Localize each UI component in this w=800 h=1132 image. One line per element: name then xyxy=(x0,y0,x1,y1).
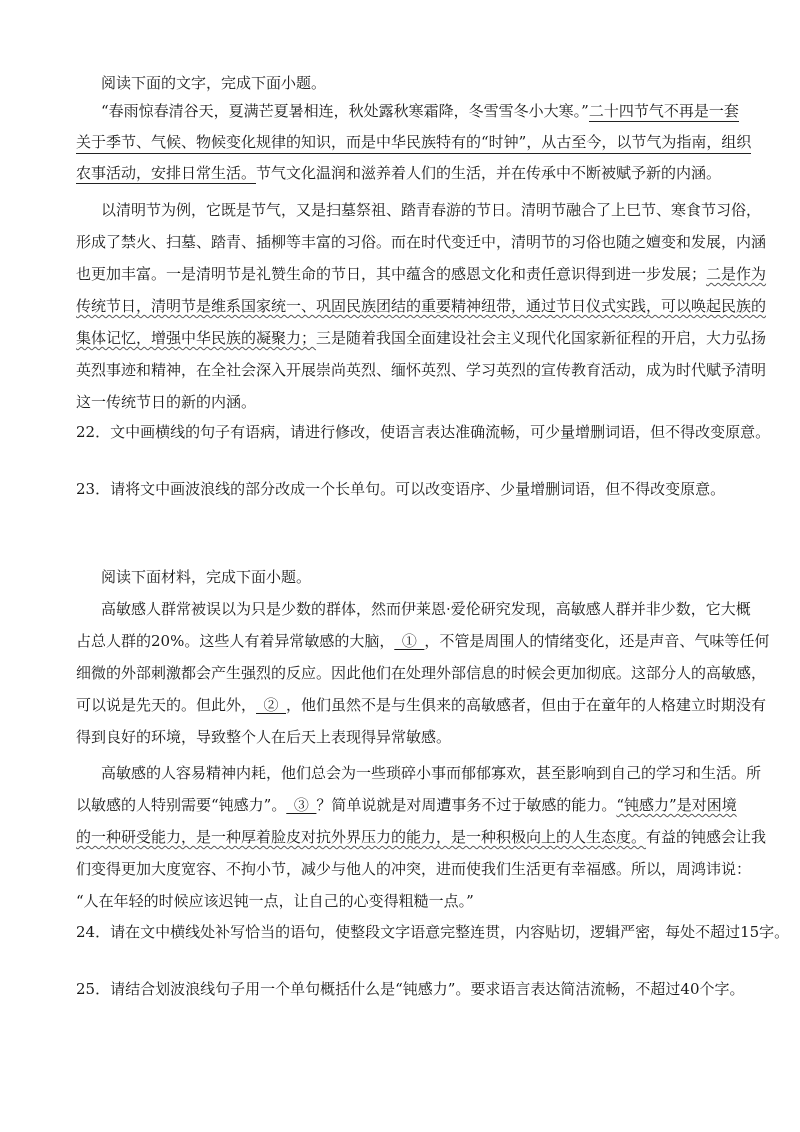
underlined-sentence-part1: 二十四节气不再是一套 xyxy=(588,102,739,120)
section1-p2-line6: 英烈事迹和精神，在全社会深入开展崇尚英烈、缅怀英烈、学习英烈的宣传教育活动，成为时代赋予清明 xyxy=(76,361,767,379)
section1-p2-line7: 这一传统节日的新的内涵。 xyxy=(76,393,257,411)
wavy-part2: 传统节日，清明节是维系国家统一、巩固民族团结的重要精神纽带，通过节日仪式实践，可以唤起民族的 xyxy=(76,297,767,315)
section2-p1-line5: 得到良好的环境，导致整个人在后天上表现得异常敏感。 xyxy=(76,728,452,746)
section2-p2-line5: “人在年轻的时候应该迟钝一点，让自己的心变得粗糙一点。” xyxy=(76,892,474,910)
blank-2: _②_ xyxy=(256,696,287,714)
section2-p2-line1: 高敏感的人容易精神内耗，他们总会为一些琐碎小事而郁郁寡欢，甚至影响到自己的学习和生活。所 xyxy=(101,764,762,782)
section1-p2-line5: 集体记忆，增强中华民族的凝聚力；三是随着我国全面建设社会主义现代化国家新征程的开启，大力弘扬 xyxy=(76,329,767,347)
poem-quote: “春雨惊春清谷天，夏满芒夏暑相连，秋处露秋寒霜降，冬雪雪冬小大寒。” xyxy=(101,102,589,120)
section2-p2-line4: 们变得更加大度宽容、不拘小节，减少与他人的冲突，进而使我们生活更有幸福感。所以，周鸿讳说： xyxy=(76,860,752,878)
section2-p1-line3: 细微的外部刺激都会产生强烈的反应。因此他们在处理外部信息的时候会更加彻底。这部分人的高敏感， xyxy=(76,664,767,682)
wavy-part3: 集体记忆，增强中华民族的凝聚力； xyxy=(76,329,317,347)
wavy-part1: 二是作为 xyxy=(706,265,767,283)
section2-p1-line4: 可以说是先天的。但此外，_②_，他们虽然不是与生俱来的高敏感者，但由于在童年的人格建立时期没有 xyxy=(76,696,767,714)
section1-p1-line1 xyxy=(101,100,739,121)
section2-p2-line3: 的一种研受能力，是一种厚着脸皮对抗外界压力的能力，是一种积极向上的人生态度。有益的钝感会让我 xyxy=(76,828,767,846)
blank-3: _③_ xyxy=(286,796,317,814)
section2-p2-line2: 以敏感的人特别需要“钝感力”。_③_？简单说就是对周遭事务不过于敏感的能力。“钝感力”是对困境 xyxy=(76,796,737,814)
section1-p1-line3: 农事活动，安排日常生活。节气文化温润和滋养着人们的生活，并在传承中不断被赋予新的内涵。 xyxy=(76,164,722,182)
blank-1: _①_ xyxy=(394,632,425,650)
section2-p1-line2: 占总人群的20%。这些人有着异常敏感的大脑，_①_，不管是周围人的情绪变化，还是声音、气味等任何 xyxy=(76,632,770,650)
wavy-def-part2: 的一种研受能力，是一种厚着脸皮对抗外界压力的能力，是一种积极向上的人生态度。 xyxy=(76,828,647,846)
underlined-sentence-part2: 关于季节、气候、物候变化规律的知识，而是中华民族特有的“时钟”，从古至今，以节气为指南，组织 xyxy=(76,131,751,154)
section2-p1-line1: 高敏感人群常被误以为只是少数的群体，然而伊莱恩·爱伦研究发现，高敏感人群并非少数，它大概 xyxy=(101,600,751,618)
section1-p2-line2: 形成了禁火、扫墓、踏青、插柳等丰富的习俗。而在时代变迁中，清明节的习俗也随之嬗变和发展，内涵 xyxy=(76,233,767,251)
question-22: 22．文中画横线的句子有语病，请进行修改，使语言表达准确流畅，可少量增删词语，但不得改变原意。 xyxy=(76,423,771,441)
question-25: 25．请结合划波浪线句子用一个单句概括什么是“钝感力”。要求语言表达简洁流畅，不超过40个字。 xyxy=(76,980,745,998)
section1-p2-line1: 以清明节为例，它既是节气，又是扫墓祭祖、踏青春游的节日。清明节融合了上巳节、寒食节习俗， xyxy=(101,201,762,219)
section2-intro: 阅读下面材料，完成下面小题。 xyxy=(101,568,312,586)
section1-intro: 阅读下面的文字，完成下面小题。 xyxy=(101,74,327,92)
wavy-def-part1: “钝感力”是对困境 xyxy=(616,796,737,814)
underlined-sentence-part3: 农事活动，安排日常生活。 xyxy=(76,164,257,182)
question-23: 23．请将文中画波浪线的部分改成一个长单句。可以改变语序、少量增删词语，但不得改变原意。 xyxy=(76,480,726,498)
question-24: 24．请在文中横线处补写恰当的语句，使整段文字语意完整连贯，内容贴切，逻辑严密，每处不超过15字。 xyxy=(76,923,790,941)
section1-p2-line3: 也更加丰富。一是清明节是礼赞生命的节日，其中蕴含的感恩文化和责任意识得到进一步发展；二是作为 xyxy=(76,265,767,283)
